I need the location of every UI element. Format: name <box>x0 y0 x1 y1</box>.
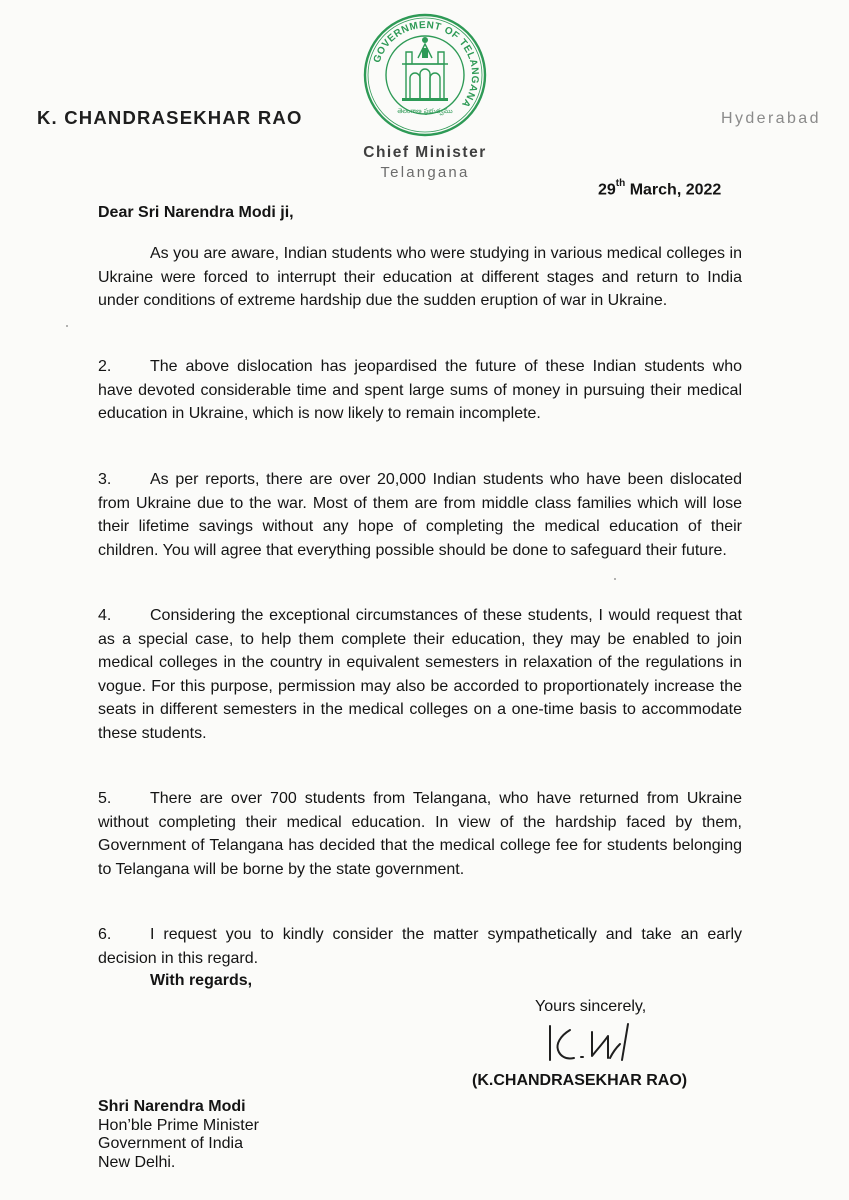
paragraph-text: As per reports, there are over 20,000 Indian students who have been dislocated from Ukraine due to the war. Most of them are from middle class families which will lose their lifetime savings without any hope of completing the medical education of their children. You will agree that everything possible should be done to safeguard their future. <box>98 471 742 559</box>
addressee-line: Government of India <box>98 1135 243 1152</box>
sender-name: K. CHANDRASEKHAR RAO <box>37 107 303 128</box>
paragraph-text: Considering the exceptional circumstances of these students, I would request that as a special case, to help them complete their education, they may be enabled to join medical colleges in the country in equivalent semesters in relaxation of the regulations in vogue. For this purpose, permission may also be accorded to proportionately increase the seats in different semesters in the medical colleges on a one-time basis to accommodate these students. <box>98 607 742 742</box>
paragraph-text: The above dislocation has jeopardised the future of these Indian students who have devoted considerable time and spent large sums of money in pursuing their medical education in Ukraine, which is now likely to remain incomplete. <box>98 358 742 422</box>
paragraph-1 <box>98 242 742 313</box>
paragraph-text: There are over 700 students from Telangana, who have returned from Ukraine without completing their medical education. In view of the hardship faced by them, Government of Telangana has decided that the medical college fee for students belonging to Telangana will be borne by the state government. <box>98 790 742 878</box>
date-rest: March, 2022 <box>625 181 722 199</box>
government-seal-icon <box>362 12 488 138</box>
paragraph-3 <box>98 468 742 562</box>
addressee-line: New Delhi. <box>98 1153 176 1171</box>
paragraph-number: 4. <box>98 607 112 624</box>
date-suffix: th <box>615 178 626 189</box>
letter-date <box>598 180 721 199</box>
paragraph-number: 6. <box>98 926 112 943</box>
paragraph-2 <box>98 355 742 426</box>
paragraph-text: As you are aware, Indian students who were studying in various medical colleges in Ukraine were forced to interrupt their education at different stages and return to India under conditions of extreme hardship due the sudden eruption of war in Ukraine. <box>98 245 742 309</box>
scan-speck <box>614 578 616 580</box>
paragraph-number: 5. <box>98 790 112 807</box>
date-day: 29 <box>598 181 616 199</box>
addressee-line: Hon’ble Prime Minister <box>98 1116 259 1134</box>
signature <box>540 1020 670 1068</box>
paragraph-5 <box>98 787 742 881</box>
regards: With regards, <box>150 972 253 989</box>
office-state: Telangana <box>380 164 470 181</box>
addressee-block <box>98 1098 259 1172</box>
office-title: Chief Minister <box>363 144 487 161</box>
paragraph-text: I request you to kindly consider the matter sympathetically and take an early decision in this regard. <box>98 926 742 967</box>
paragraph-number: 2. <box>98 358 112 375</box>
signer-name: (K.CHANDRASEKHAR RAO) <box>472 1072 688 1089</box>
paragraph-6 <box>98 923 742 970</box>
scan-speck <box>66 325 68 327</box>
addressee-name: Shri Narendra Modi <box>98 1098 246 1115</box>
paragraph-number: 3. <box>98 471 112 488</box>
seal-ring-text: GOVERNMENT OF TELANGANA <box>371 19 481 110</box>
place-name: Hyderabad <box>721 110 821 127</box>
salutation: Dear Sri Narendra Modi ji, <box>98 204 294 221</box>
closing: Yours sincerely, <box>535 998 647 1015</box>
seal-motto: తెలంగాణ ప్రభుత్వము <box>397 107 453 115</box>
paragraph-4 <box>98 604 742 745</box>
